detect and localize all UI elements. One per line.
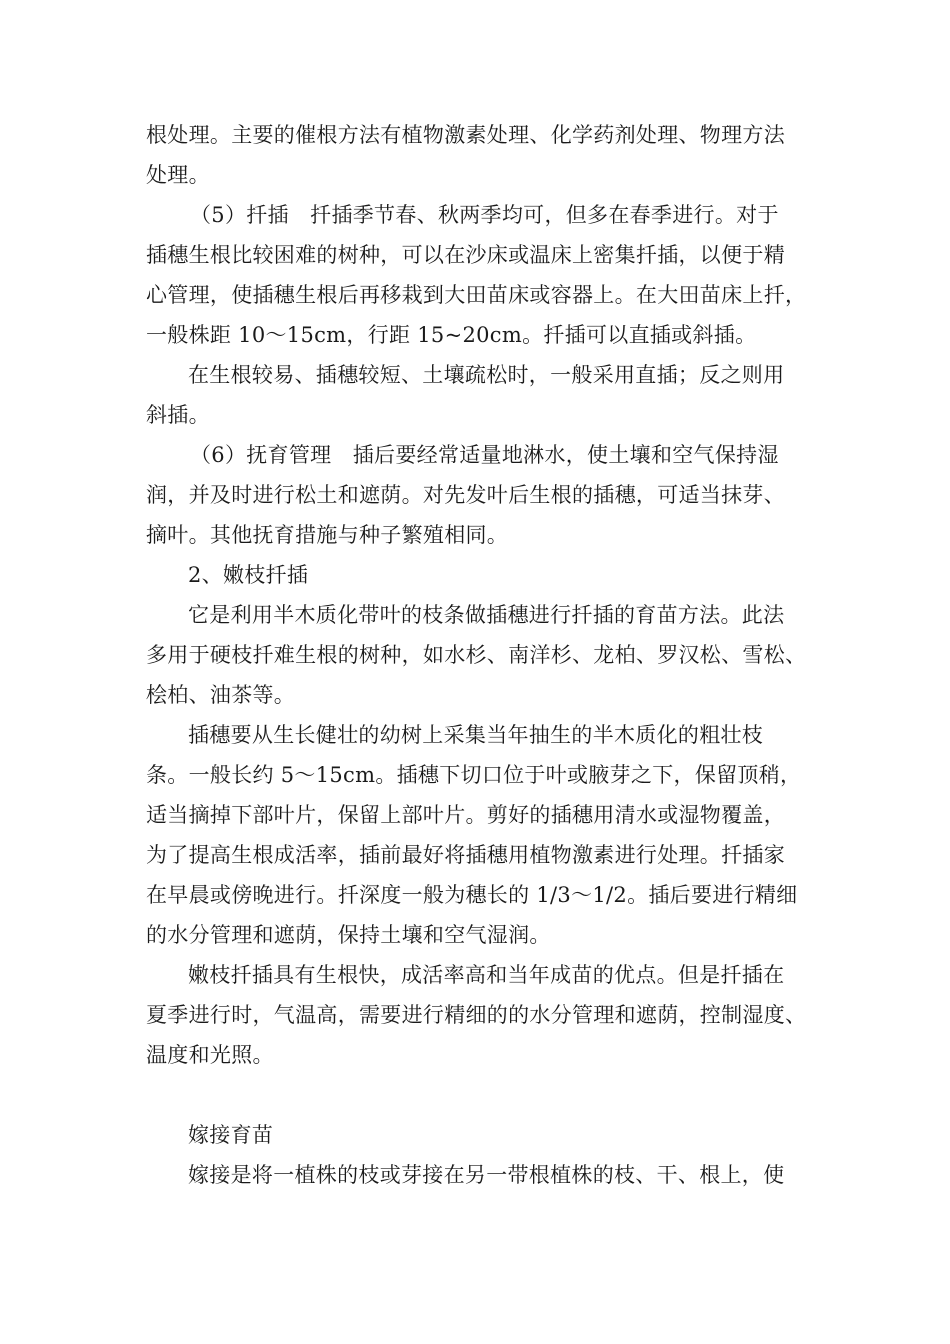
paragraph-start: 嫩枝扦插具有生根快，成活率高和当年成苗的优点。但是扦插在 [188, 963, 785, 987]
section-heading-management: （6）抚育管理 插后要经常适量地淋水，使土壤和空气保持湿 [190, 443, 779, 467]
section-heading-cutting: （5）扦插 扦插季节春、秋两季均可，但多在春季进行。对于 [190, 203, 779, 227]
text-line: 的水分管理和遮荫，保持土壤和空气湿润。 [146, 923, 551, 947]
paragraph-start: 在生根较易、插穗较短、土壤疏松时，一般采用直插；反之则用 [188, 363, 785, 387]
section-heading-softwood: 2、嫩枝扦插 [188, 563, 309, 587]
paragraph-start: 它是利用半木质化带叶的枝条做插穗进行扦插的育苗方法。此法 [188, 603, 785, 627]
text-line: 桧柏、油茶等。 [146, 683, 296, 707]
text-line: 多用于硬枝扦难生根的树种，如水杉、南洋杉、龙柏、罗汉松、雪松、 [146, 643, 807, 667]
text-line: 斜插。 [146, 403, 210, 427]
text-line: 润，并及时进行松土和遮荫。对先发叶后生根的插穗，可适当抹芽、 [146, 483, 785, 507]
text-line: 一般株距 10～15cm，行距 15~20cm。扦插可以直插或斜插。 [146, 323, 757, 347]
text-line: 根处理。主要的催根方法有植物激素处理、化学药剂处理、物理方法 [146, 123, 785, 147]
text-line: 摘叶。其他抚育措施与种子繁殖相同。 [146, 523, 509, 547]
text-line: 在早晨或傍晚进行。扦深度一般为穗长的 1/3～1/2。插后要进行精细 [146, 883, 798, 907]
paragraph-start: 插穗要从生长健壮的幼树上采集当年抽生的半木质化的粗壮枝 [188, 723, 764, 747]
text-line: 为了提高生根成活率，插前最好将插穗用植物激素进行处理。扦插家 [146, 843, 785, 867]
text-line: 心管理，使插穗生根后再移栽到大田苗床或容器上。在大田苗床上扦， [146, 283, 807, 307]
text-line: 条。一般长约 5～15cm。插穗下切口位于叶或腋芽之下，保留顶稍， [146, 763, 802, 787]
text-line: 温度和光照。 [146, 1043, 274, 1067]
text-line: 处理。 [146, 163, 210, 187]
text-line: 夏季进行时，气温高，需要进行精细的的水分管理和遮荫，控制湿度、 [146, 1003, 807, 1027]
text-line: 适当摘掉下部叶片，保留上部叶片。剪好的插穗用清水或湿物覆盖， [146, 803, 785, 827]
paragraph-start: 嫁接是将一植株的枝或芽接在另一带根植株的枝、干、根上，使 [188, 1163, 785, 1187]
text-line: 插穗生根比较困难的树种，可以在沙床或温床上密集扦插，以便于精 [146, 243, 785, 267]
section-heading-grafting: 嫁接育苗 [188, 1123, 274, 1147]
